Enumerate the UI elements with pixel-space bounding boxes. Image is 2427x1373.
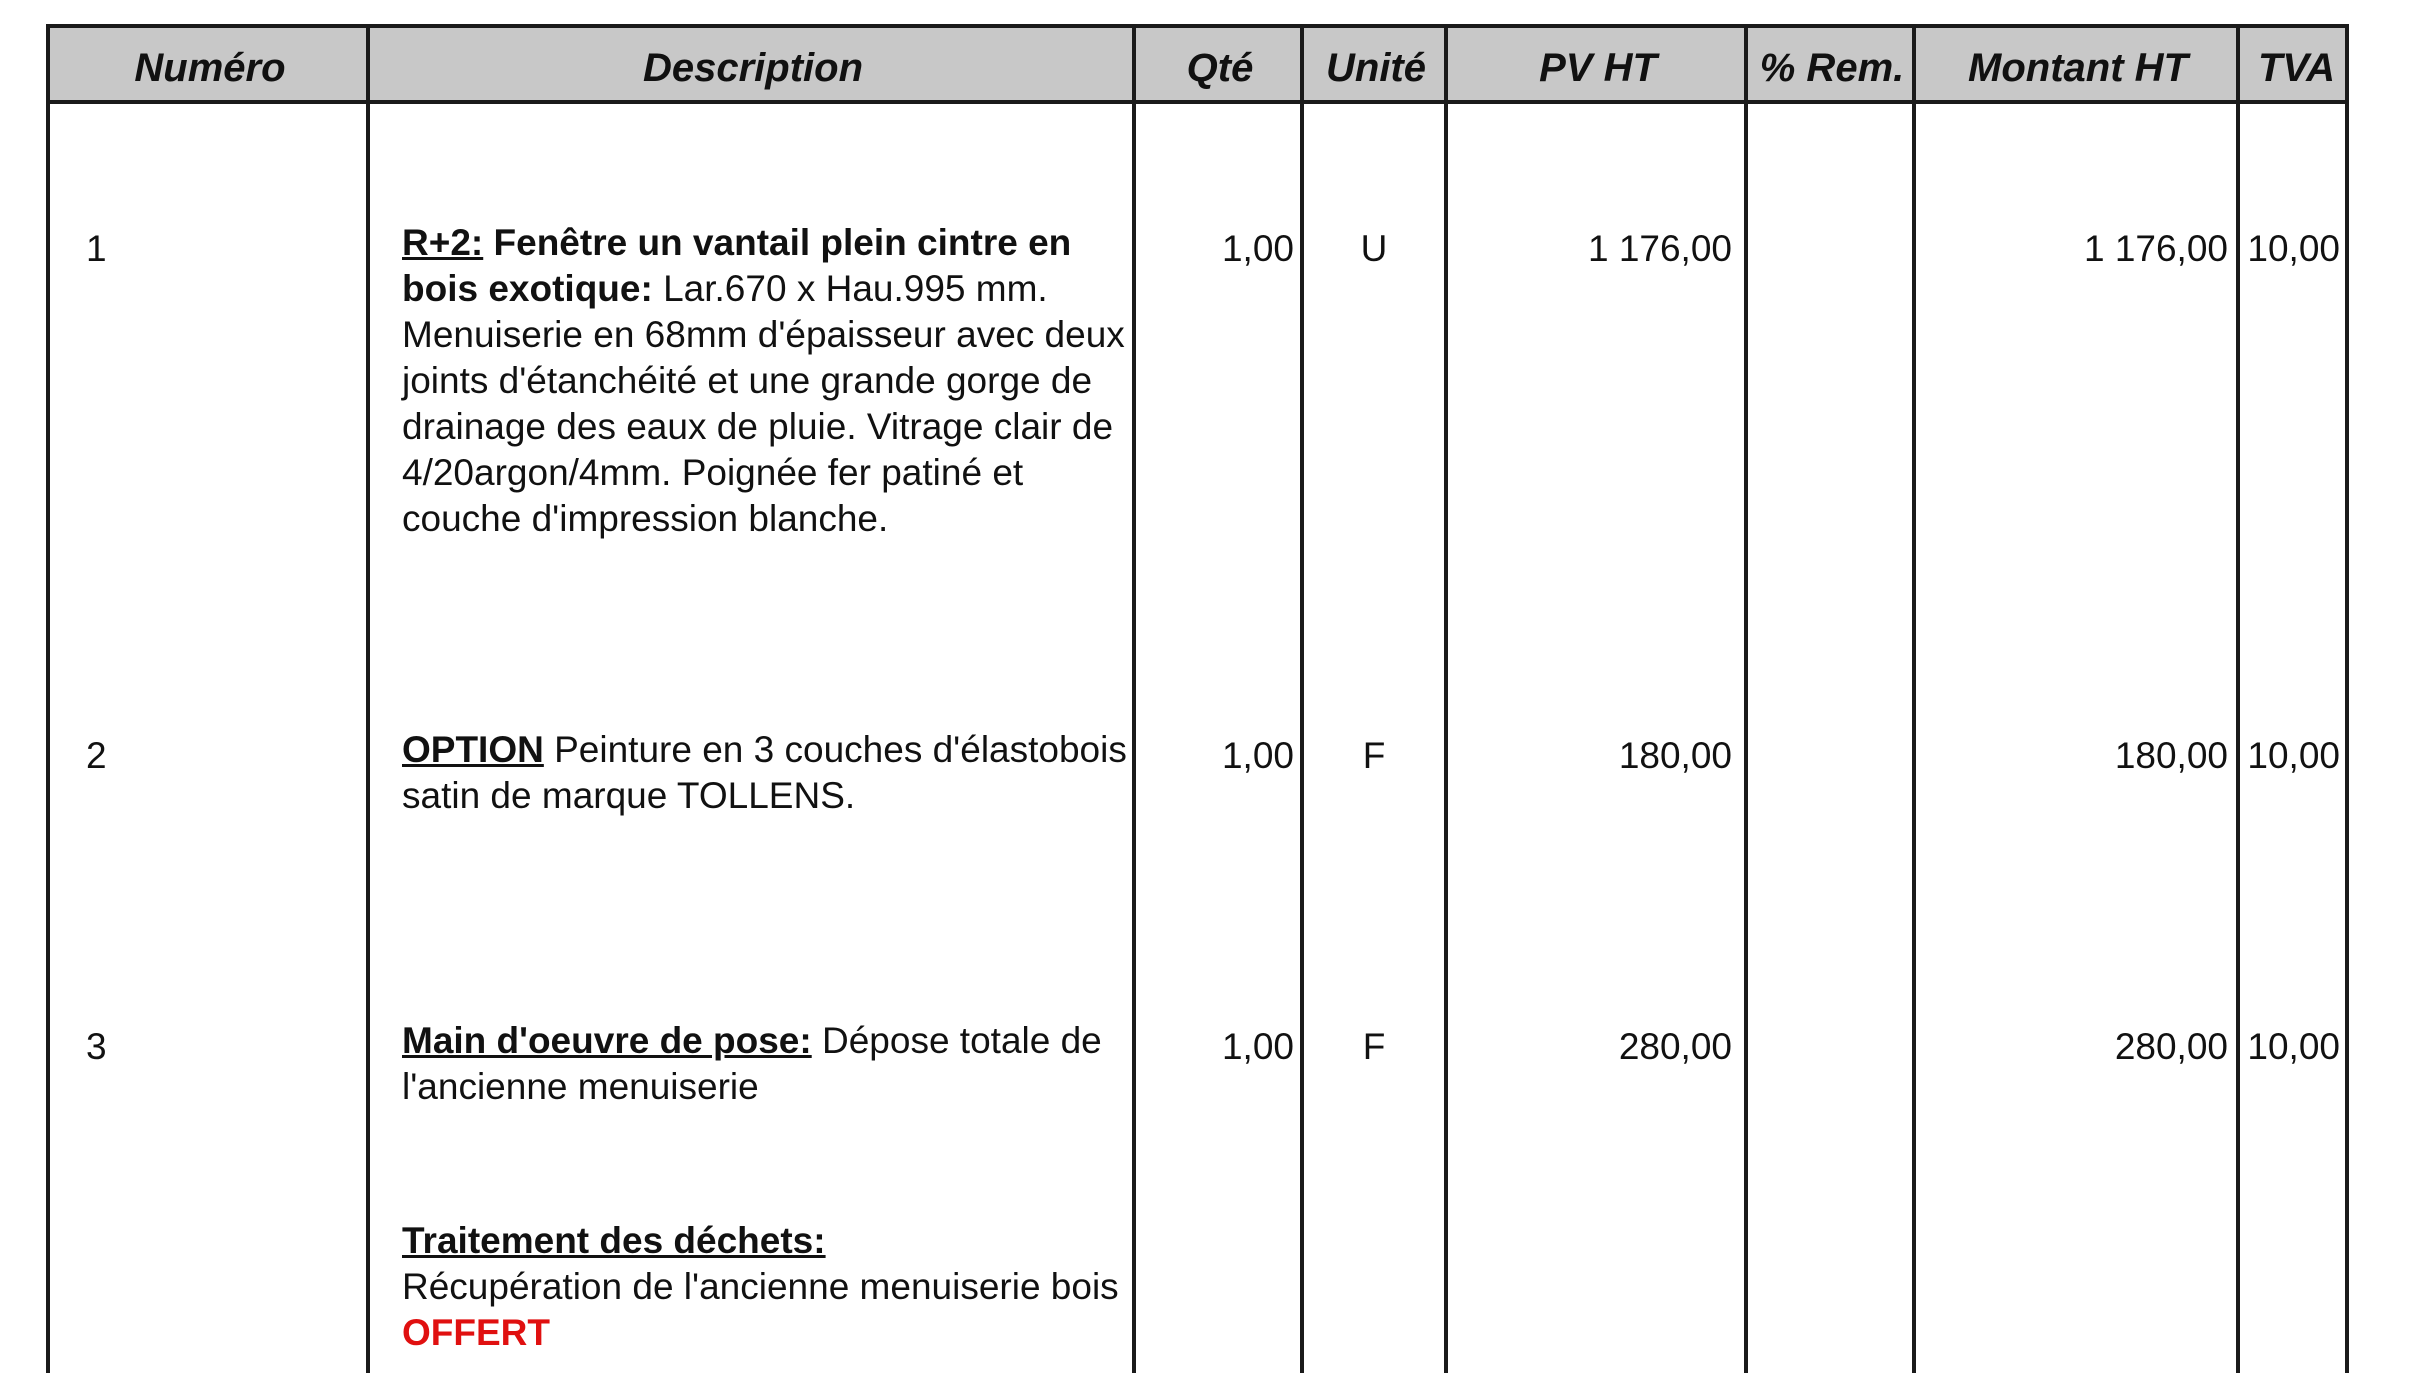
header-qte: Qté [1186,46,1254,90]
header-divider [1300,24,1304,104]
row-description [402,727,1127,819]
row-tva: 10,00 [2247,735,2340,776]
column-line [366,100,370,1373]
row-tva: 10,00 [2247,228,2340,269]
row-description [402,1018,1127,1356]
header-divider [1912,24,1916,104]
description-label: OPTION [402,729,544,770]
column-line [1744,100,1748,1373]
column-line [46,100,50,1373]
row-number: 2 [86,735,107,776]
row-tva: 10,00 [2247,1026,2340,1067]
header-tva: TVA [2257,46,2336,90]
header-montant-ht: Montant HT [1968,46,2188,90]
description-text: Dépose totale de l'ancienne menuiserie [402,1020,1102,1107]
row-qte: 1,00 [1221,1026,1294,1067]
row-pv-ht: 280,00 [1618,1026,1732,1067]
description-label: R+2: [402,222,484,263]
header-divider [1744,24,1748,104]
row-montant-ht: 1 176,00 [2083,228,2228,269]
row-montant-ht: 180,00 [2114,735,2228,776]
table-header-row [46,24,2349,104]
column-line [2345,100,2349,1373]
header-divider [366,24,370,104]
description-text-2: Récupération de l'ancienne menuiserie bois [402,1266,1119,1307]
row-description [402,220,1127,542]
description-label: Main d'oeuvre de pose: [402,1020,812,1061]
header-divider [1444,24,1448,104]
row-number: 3 [86,1026,107,1067]
row-qte: 1,00 [1221,228,1294,269]
offert-highlight: OFFERT [402,1312,550,1353]
header-divider [2236,24,2240,104]
row-number: 1 [86,228,107,269]
row-unite: U [1360,228,1388,269]
description-label-2: Traitement des déchets: [402,1220,826,1261]
header-numero: Numéro [134,46,286,90]
header-pv-ht: PV HT [1539,46,1657,90]
row-pv-ht: 1 176,00 [1587,228,1732,269]
header-unite: Unité [1326,46,1426,90]
description-text: Peinture en 3 couches d'élastobois satin de marque TOLLENS. [402,729,1127,816]
row-unite: F [1362,1026,1386,1067]
row-unite: F [1362,735,1386,776]
row-pv-ht: 180,00 [1618,735,1732,776]
header-divider [1132,24,1136,104]
description-bold: Fenêtre un vantail plein cintre en bois exotique: [402,222,1072,309]
description-text: Lar.670 x Hau.995 mm. Menuiserie en 68mm d'épaisseur avec deux joints d'étanchéité et une grande gorge de drainage des eaux de pluie. Vitrage clair de 4/20argon/4mm. Poignée fer patiné et couche d'impression blanche. [402,268,1125,539]
header-rem: % Rem. [1759,46,1905,90]
row-montant-ht: 280,00 [2114,1026,2228,1067]
header-description: Description [642,46,864,90]
row-qte: 1,00 [1221,735,1294,776]
